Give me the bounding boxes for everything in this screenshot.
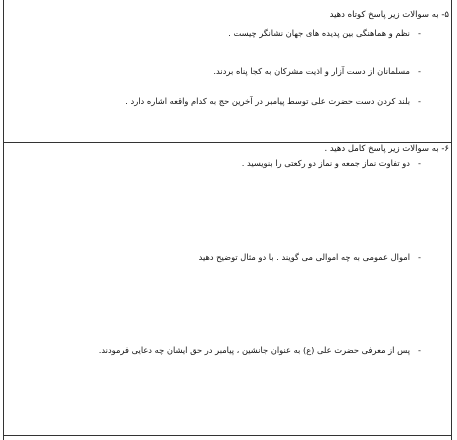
- section-6-full-answer: [4, 142, 451, 436]
- bullet-dash: -: [418, 345, 421, 355]
- section-5-short-answer: [4, 0, 451, 143]
- question-text: نظم و هماهنگی بین پدیده های جهان نشانگر چیست .: [228, 28, 410, 38]
- question-5-2: [213, 66, 421, 76]
- question-text: پس از معرفی حضرت علی (ع) به عنوان جانشین ، پیامبر در حق ایشان چه دعایی فرمودند.: [98, 345, 410, 355]
- exam-sheet: [3, 0, 452, 440]
- question-6-1: [242, 158, 421, 168]
- question-5-1: [228, 28, 421, 38]
- section-6-heading: ۶- به سوالات زیر پاسخ کامل دهید .: [324, 144, 449, 154]
- question-text: مسلمانان از دست آزار و اذیت مشرکان به کجا پناه بردند.: [213, 66, 410, 76]
- question-6-2: [199, 252, 421, 262]
- bullet-dash: -: [418, 28, 421, 38]
- bullet-dash: -: [418, 66, 421, 76]
- question-5-3: [125, 96, 421, 106]
- question-text: بلند کردن دست حضرت علی توسط پیامبر در آخرین حج به کدام واقعه اشاره دارد .: [125, 96, 410, 106]
- bullet-dash: -: [418, 158, 421, 168]
- question-text: اموال عمومی به چه اموالی می گویند . با دو مثال توضیح دهید: [198, 252, 410, 262]
- section-5-heading: ۵- به سوالات زیر پاسخ کوتاه دهید: [329, 10, 449, 20]
- question-6-3: [99, 345, 421, 355]
- bullet-dash: -: [418, 252, 421, 262]
- bullet-dash: -: [418, 96, 421, 106]
- question-text: دو تفاوت نماز جمعه و نماز دو رکعتی را بنویسید .: [241, 158, 410, 168]
